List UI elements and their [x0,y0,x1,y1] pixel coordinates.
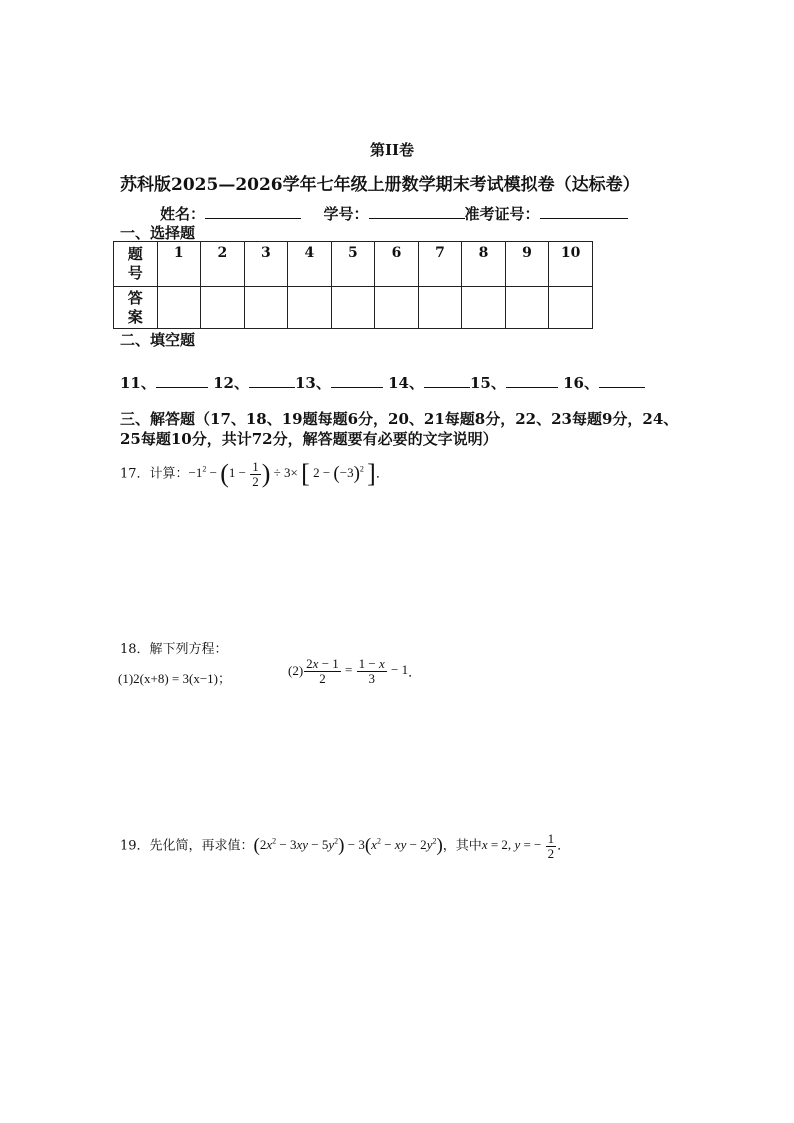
q18-part1-equation: 2(x+8) = 3(x−1) [133,671,218,686]
answer-cell[interactable] [244,287,288,329]
fill-blank-line [120,372,645,393]
answer-cell[interactable] [375,287,419,329]
row-header-answer: 答案 [114,287,158,329]
answer-cell[interactable] [157,287,201,329]
blank-13[interactable] [331,373,383,388]
q19-values: x = 2, y = − $\frac{1}{2}$ [481,830,555,861]
name-blank[interactable] [205,204,301,219]
blank-12[interactable] [249,373,295,388]
blank-label-11: 11、 [120,374,156,392]
table-row [114,242,593,287]
question-18: 18．解下列方程： [120,642,228,657]
answer-cell[interactable] [331,287,375,329]
q18-part2 [288,657,421,686]
answer-cell[interactable] [549,287,593,329]
q18-part2-suffix: ． [408,665,422,681]
q19-expression: $(2x^2 - 3xy - 5y^2) - 3(x^2$ − xy − $2y^2$) [253,835,443,857]
answer-table [113,241,593,329]
q19-prefix: 19．先化简，再求值： [120,838,254,854]
row-header-number: 题号 [114,242,158,287]
exam-number-blank[interactable] [540,204,628,219]
question-number-cell: 7 [418,242,462,287]
q18-part1 [118,668,231,687]
answer-cell[interactable] [201,287,245,329]
blank-label-13: 13、 [294,374,331,392]
question-number-cell: 9 [505,242,549,287]
blank-label-15: 15、 [469,374,506,392]
q19-suffix: ． [557,838,571,854]
question-19 [120,825,570,863]
student-id-blank[interactable] [369,204,465,219]
blank-11[interactable] [156,373,208,388]
question-number-cell: 4 [288,242,332,287]
answer-cell[interactable] [462,287,506,329]
answer-cell[interactable] [418,287,462,329]
exam-title: 苏科版2025—2026学年七年级上册数学期末考试模拟卷（达标卷） [120,175,640,195]
blank-16[interactable] [599,373,645,388]
blank-label-14: 14、 [388,374,424,392]
q18-part2-equation: $\frac{2x - 1}{2}$ = $\frac{1 - x}{3}$ − 1 [306,656,409,686]
question-17 [120,452,389,492]
question-number-cell: 5 [331,242,375,287]
q18-part1-suffix: ； [217,672,231,687]
student-id-label: 学号： [323,205,369,223]
student-info-line [160,203,628,224]
q17-suffix: ． [375,466,389,482]
section1-title: 一、选择题 [120,224,196,242]
answer-cell[interactable] [505,287,549,329]
question-number-cell: 3 [244,242,288,287]
q17-prefix: 17．计算： [120,466,189,482]
volume-label: 第II卷 [370,141,415,159]
q17-expression: $-1^2 - (1$ − $\frac{1}{2}$ ) ÷ 3× [ $2 - (-3)^2$ ] [188,458,376,489]
name-label: 姓名： [160,205,206,223]
question-number-cell: 8 [462,242,506,287]
question-number-cell: 10 [549,242,593,287]
answer-cell[interactable] [288,287,332,329]
section3-title-line2: 25每题10分，共计72分，解答题要有必要的文字说明） [120,430,498,448]
blank-label-16: 16、 [563,374,599,392]
question-number-cell: 1 [157,242,201,287]
table-row [114,287,593,329]
question-number-cell: 2 [201,242,245,287]
blank-label-12: 12、 [213,374,249,392]
q18-part1-label: (1) [118,671,134,686]
question-number-cell: 6 [375,242,419,287]
section3-title-line1: 三、解答题（17、18、19题每题6分，20、21每题8分，22、23每题9分，24、 [120,410,679,428]
exam-number-label: 准考证号： [464,205,540,223]
blank-15[interactable] [506,373,558,388]
blank-14[interactable] [424,373,470,388]
q18-part2-label: (2) [288,662,304,678]
q19-mid: ，其中 [442,838,482,854]
section2-title: 二、填空题 [120,331,196,349]
